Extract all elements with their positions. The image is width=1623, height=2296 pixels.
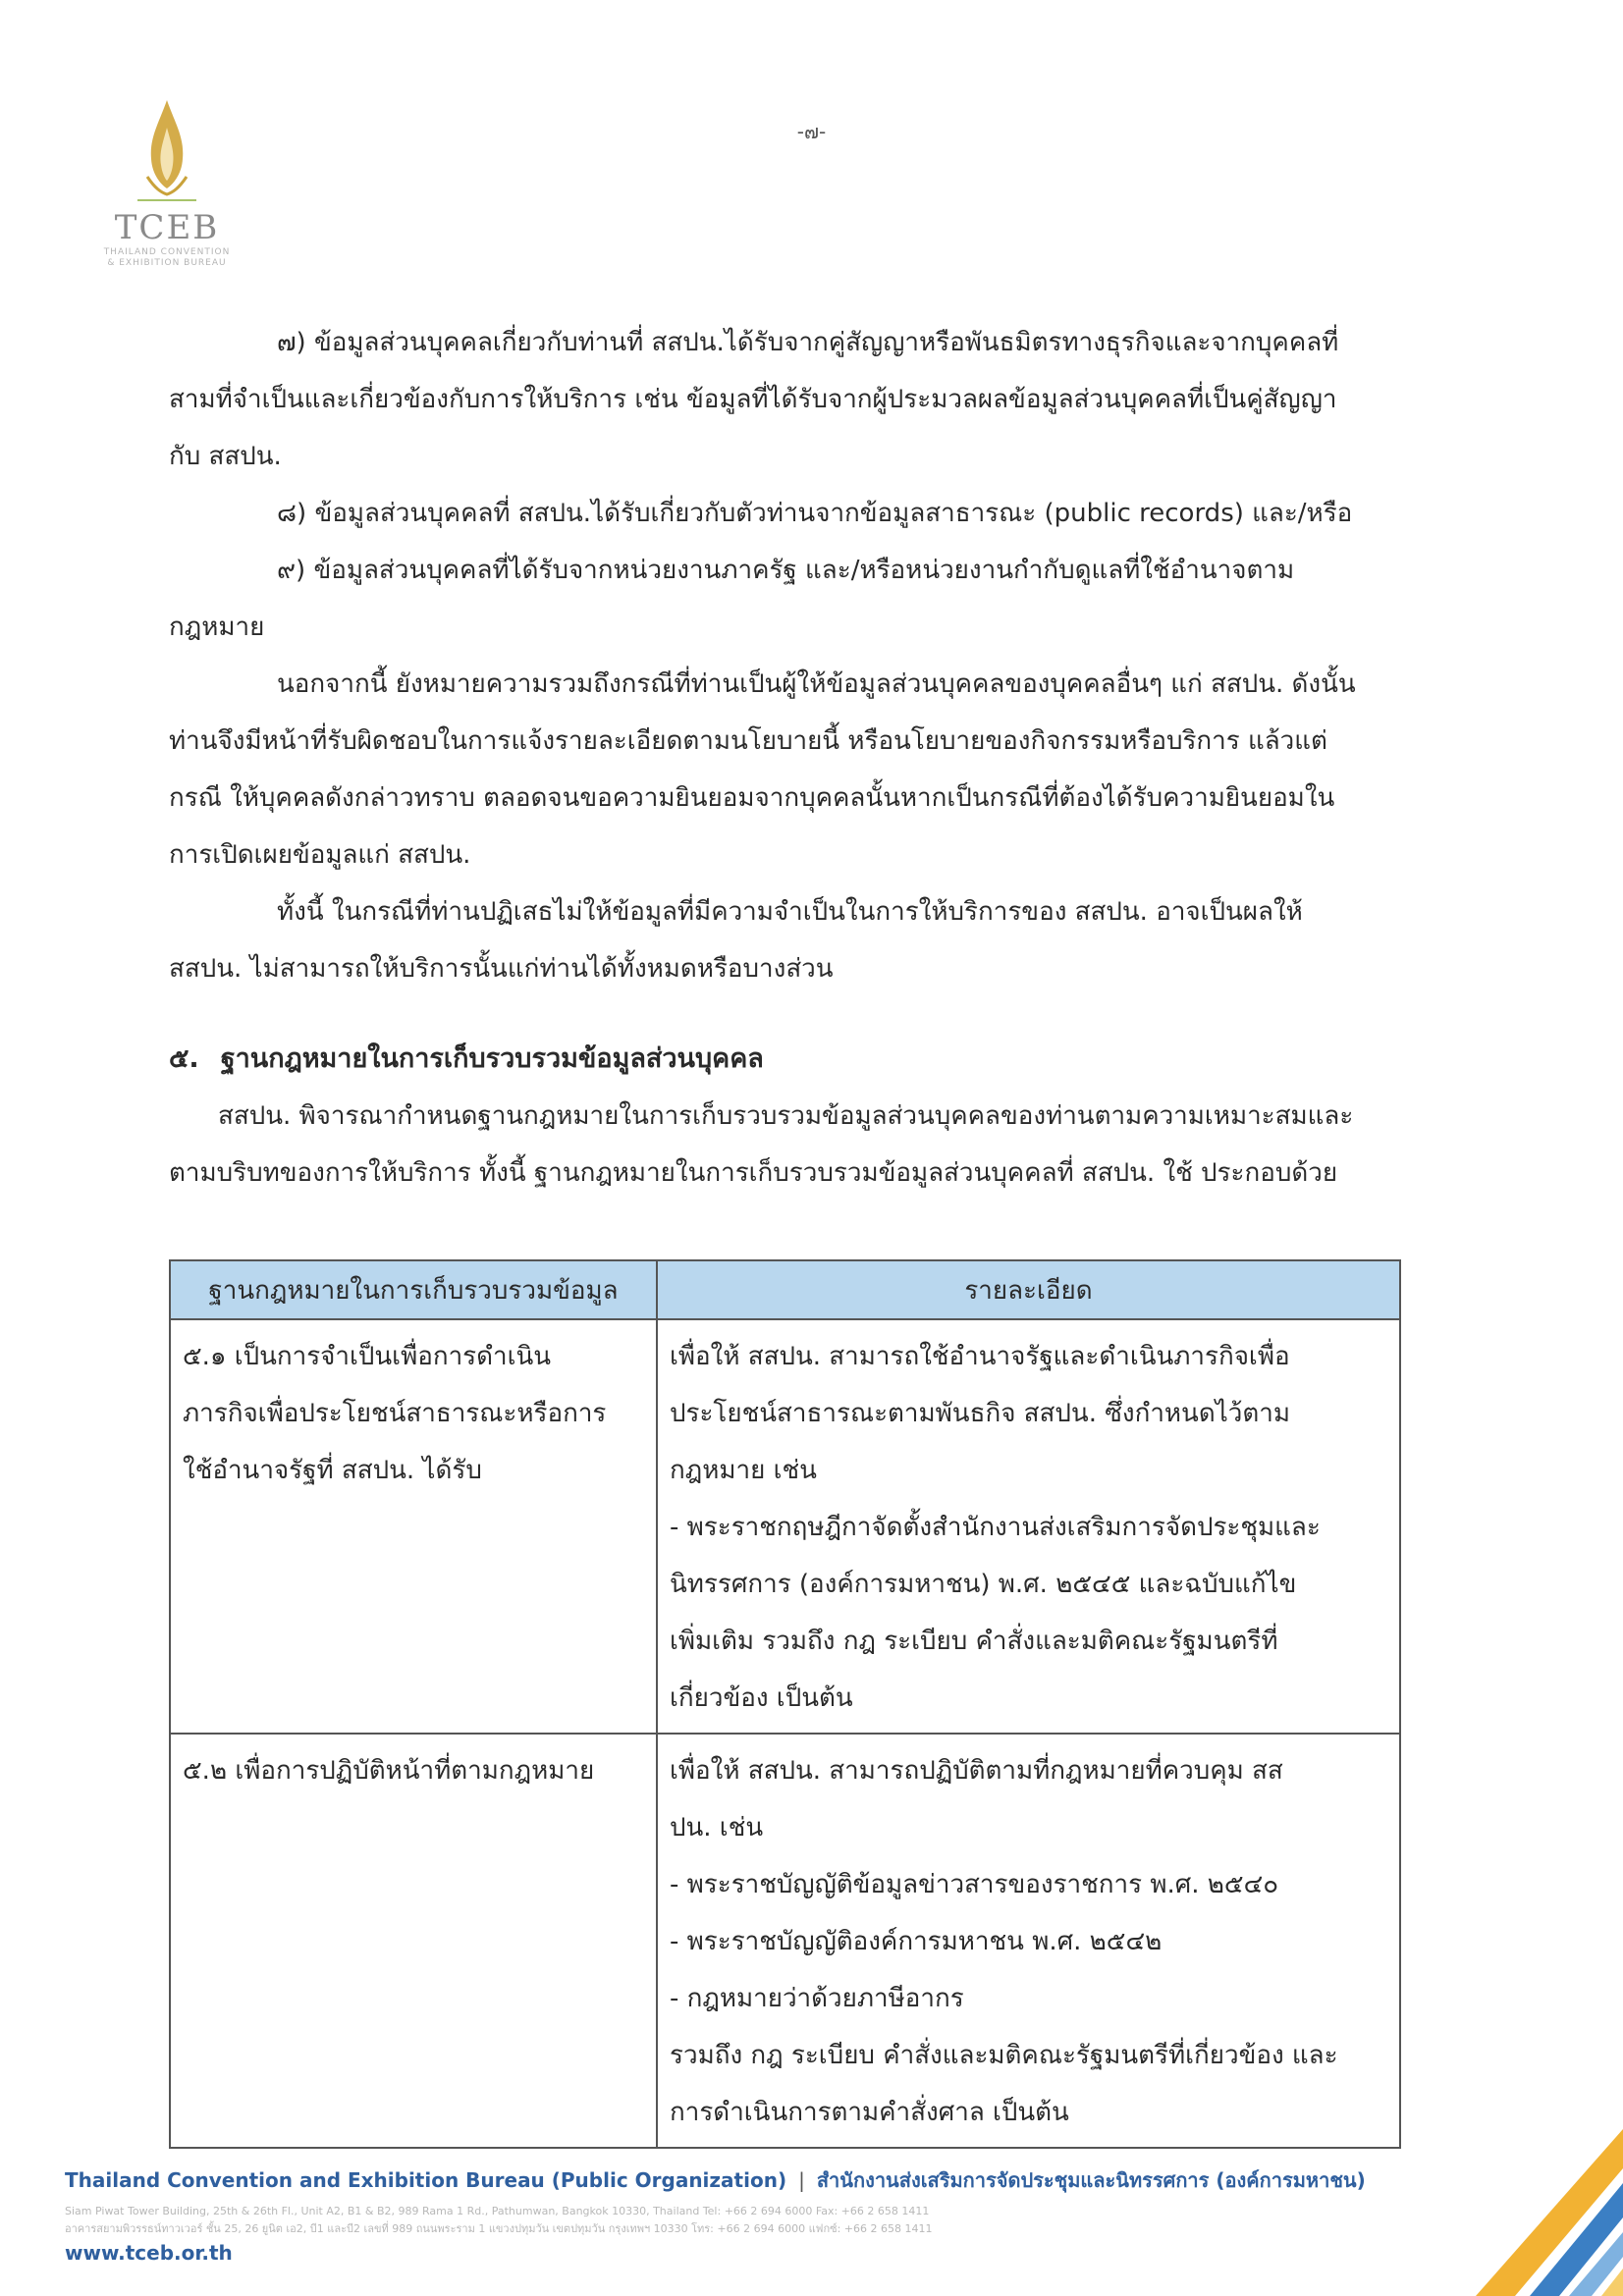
- details-line: - กฎหมายว่าด้วยภาษีอากร: [670, 1984, 964, 2013]
- paragraph-others-line-4: การเปิดเผยข้อมูลแก่ สสปน.: [169, 840, 471, 870]
- footer-org-th: สำนักงานส่งเสริมการจัดประชุมและนิทรรศการ (องค์การมหาชน): [816, 2168, 1366, 2192]
- table-header-row: [170, 1260, 1400, 1319]
- footer-separator: |: [798, 2168, 805, 2192]
- document-body: [169, 314, 1401, 1201]
- logo-subtitle-line-2: & EXHIBITION BUREAU: [107, 258, 227, 268]
- basis-line: ภารกิจเพื่อประโยชน์สาธารณะหรือการ: [183, 1399, 607, 1428]
- section-5-title: ฐานกฎหมายในการเก็บรวบรวมข้อมูลส่วนบุคคล: [220, 1043, 764, 1074]
- logo-subtitle-line-1: THAILAND CONVENTION: [103, 247, 231, 257]
- table-row: [170, 1319, 1400, 1734]
- footer-org-names: [65, 2164, 1498, 2196]
- details-line: เพิ่มเติม รวมถึง กฎ ระเบียบ คำสั่งและมติคณะรัฐมนตรีที่: [670, 1627, 1278, 1656]
- paragraph-item-7-line-1: ๗) ข้อมูลส่วนบุคคลเกี่ยวกับท่านที่ สสปน.ได้รับจากคู่สัญญาหรือพันธมิตรทางธุรกิจและจากบุคคลที่: [277, 328, 1339, 357]
- section-5-intro-line-1: สสปน. พิจารณากำหนดฐานกฎหมายในการเก็บรวบรวมข้อมูลส่วนบุคคลของท่านตามความเหมาะสมและ: [218, 1101, 1354, 1131]
- logo-wordmark: TCEB: [114, 208, 220, 247]
- footer-address-en: Siam Piwat Tower Building, 25th & 26th Fl., Unit A2, B1 & B2, 989 Rama 1 Rd., Pathumwan, Bangkok 10330, Thailand Tel: +66 2 694 6000 Fax: +66 2 658 1411: [65, 2205, 930, 2217]
- basis-line: ใช้อำนาจรัฐที่ สสปน. ได้รับ: [183, 1456, 482, 1485]
- basis-line: ๕.๒ เพื่อการปฏิบัติหน้าที่ตามกฎหมาย: [183, 1756, 595, 1786]
- details-line: เพื่อให้ สสปน. สามารถใช้อำนาจรัฐและดำเนินภารกิจเพื่อ: [670, 1342, 1290, 1371]
- paragraph-item-9-line-1: ๙) ข้อมูลส่วนบุคคลที่ได้รับจากหน่วยงานภาครัฐ และ/หรือหน่วยงานกำกับดูแลที่ใช้อำนาจตาม: [277, 556, 1295, 585]
- table-header-basis: ฐานกฎหมายในการเก็บรวบรวมข้อมูล: [170, 1260, 657, 1319]
- details-line: ประโยชน์สาธารณะตามพันธกิจ สสปน. ซึ่งกำหนดไว้ตาม: [670, 1399, 1291, 1428]
- footer-address-th: อาคารสยามพิวรรธน์ทาวเวอร์ ชั้น 25, 26 ยูนิต เอ2, บี1 และบี2 เลขที่ 989 ถนนพระราม 1 แขวงปทุมวัน เขตปทุมวัน กรุงเทพฯ 10330 โทร: +66 2 694 6000 แฟกซ์: +66 2 658 1411: [65, 2222, 933, 2235]
- details-line: การดำเนินการตามคำสั่งศาล เป็นต้น: [670, 2098, 1069, 2127]
- paragraph-refusal-line-2: สสปน. ไม่สามารถให้บริการนั้นแก่ท่านได้ทั้งหมดหรือบางส่วน: [169, 954, 834, 984]
- paragraph-refusal-line-1: ทั้งนี้ ในกรณีที่ท่านปฏิเสธไม่ให้ข้อมูลที่มีความจำเป็นในการให้บริการของ สสปน. อาจเป็นผลให้: [277, 897, 1303, 927]
- paragraph-item-7-line-3: กับ สสปน.: [169, 442, 282, 471]
- table-cell-basis: [170, 1734, 657, 2148]
- section-5-heading: [169, 1031, 1401, 1088]
- details-line: เพื่อให้ สสปน. สามารถปฏิบัติตามที่กฎหมายที่ควบคุม สส: [670, 1756, 1283, 1786]
- page-number: -๗-: [796, 120, 827, 143]
- footer-org-en: Thailand Convention and Exhibition Bureau (Public Organization): [65, 2168, 787, 2192]
- paragraph-others-line-3: กรณี ให้บุคคลดังกล่าวทราบ ตลอดจนขอความยินยอมจากบุคคลนั้นหากเป็นกรณีที่ต้องได้รับความยินยอมใน: [169, 783, 1335, 813]
- section-5-number: ๕.: [169, 1043, 199, 1074]
- table-cell-basis: [170, 1319, 657, 1734]
- details-line: - พระราชกฤษฎีกาจัดตั้งสำนักงานส่งเสริมการจัดประชุมและ: [670, 1513, 1321, 1542]
- paragraph-item-9-line-2: กฎหมาย: [169, 613, 265, 642]
- details-line: ปน. เช่น: [670, 1813, 764, 1842]
- footer-website-link[interactable]: www.tceb.or.th: [65, 2241, 233, 2265]
- details-line: กฎหมาย เช่น: [670, 1456, 817, 1485]
- details-line: นิทรรศการ (องค์การมหาชน) พ.ศ. ๒๕๔๕ และฉบับแก้ไข: [670, 1570, 1297, 1599]
- details-line: - พระราชบัญญัติข้อมูลข่าวสารของราชการ พ.ศ. ๒๕๔๐: [670, 1870, 1279, 1899]
- table-header-details: รายละเอียด: [657, 1260, 1400, 1319]
- flame-emblem-icon: [137, 98, 196, 206]
- page-footer: [65, 2164, 1498, 2265]
- paragraph-item-7-line-2: สามที่จำเป็นและเกี่ยวข้องกับการให้บริการ เช่น ข้อมูลที่ได้รับจากผู้ประมวลผลข้อมูลส่วนบุคคลที่เป็นคู่สัญญา: [169, 385, 1337, 414]
- legal-basis-table: [169, 1259, 1401, 2149]
- details-line: รวมถึง กฎ ระเบียบ คำสั่งและมติคณะรัฐมนตรีที่เกี่ยวข้อง และ: [670, 2041, 1338, 2070]
- details-line: - พระราชบัญญัติองค์การมหาชน พ.ศ. ๒๕๔๒: [670, 1927, 1163, 1956]
- table-cell-details: [657, 1734, 1400, 2148]
- section-5-intro-line-2: ตามบริบทของการให้บริการ ทั้งนี้ ฐานกฎหมายในการเก็บรวบรวมข้อมูลส่วนบุคคลที่ สสปน. ใช้ ประกอบด้วย: [169, 1158, 1338, 1188]
- table-row: [170, 1734, 1400, 2148]
- details-line: เกี่ยวข้อง เป็นต้น: [670, 1683, 853, 1713]
- paragraph-others-line-1: นอกจากนี้ ยังหมายความรวมถึงกรณีที่ท่านเป็นผู้ให้ข้อมูลส่วนบุคคลของบุคคลอื่นๆ แก่ สสปน. ดังนั้น: [277, 669, 1356, 699]
- table-cell-details: [657, 1319, 1400, 1734]
- basis-line: ๕.๑ เป็นการจำเป็นเพื่อการดำเนิน: [183, 1342, 552, 1371]
- paragraph-others-line-2: ท่านจึงมีหน้าที่รับผิดชอบในการแจ้งรายละเอียดตามนโยบายนี้ หรือนโยบายของกิจกรรมหรือบริการ แล้วแต่: [169, 726, 1327, 756]
- corner-stripes-icon: [1476, 2100, 1623, 2296]
- paragraph-item-8: ๘) ข้อมูลส่วนบุคคลที่ สสปน.ได้รับเกี่ยวกับตัวท่านจากข้อมูลสาธารณะ (public records) และ/หรือ: [277, 499, 1353, 528]
